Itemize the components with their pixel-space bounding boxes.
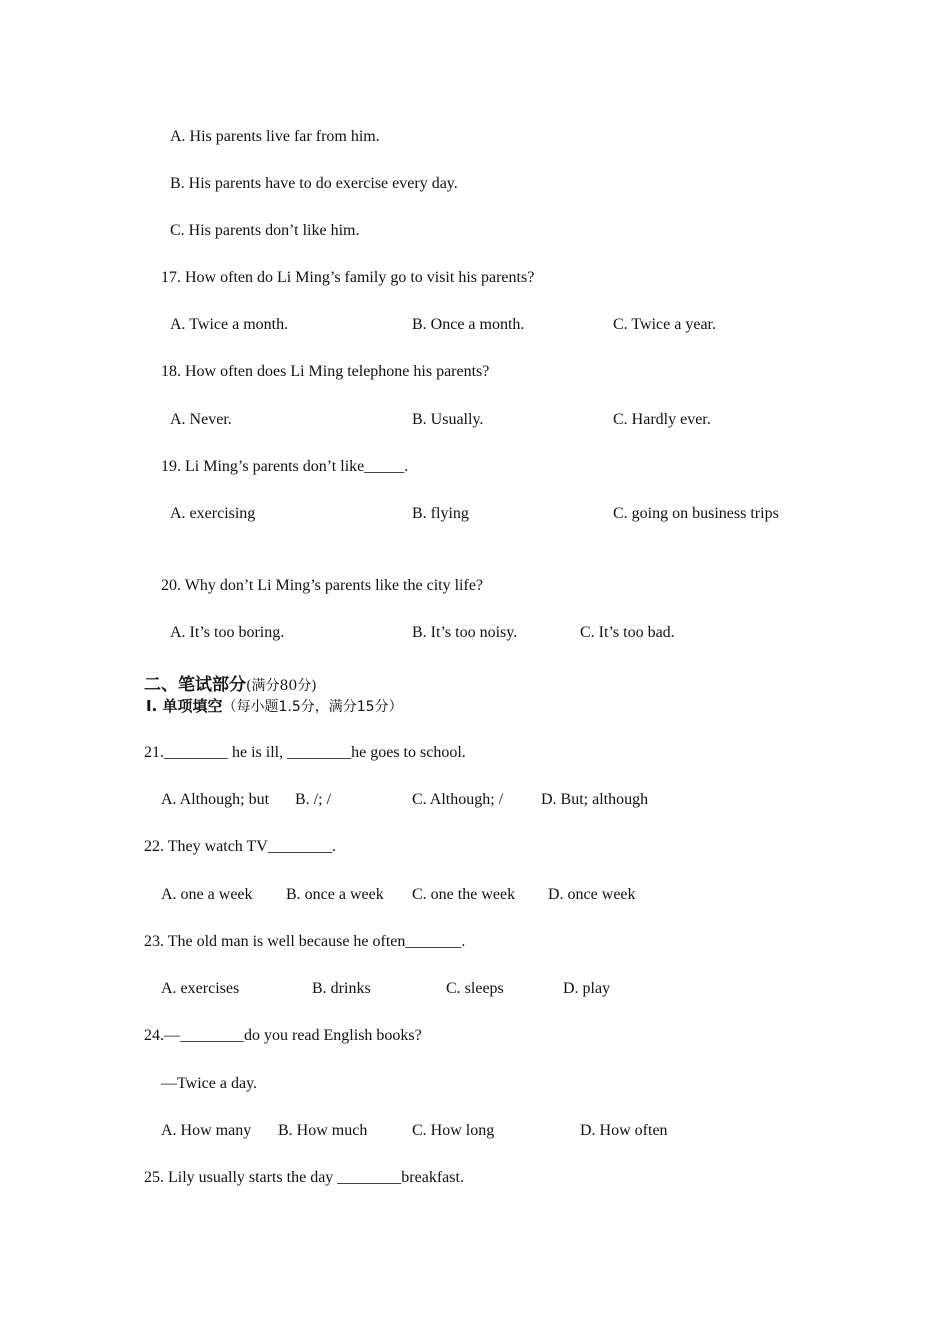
q22-option-d: D. once week: [548, 886, 636, 903]
q19-option-a: A. exercising: [170, 505, 256, 522]
q21-option-b: B. /; /: [295, 791, 332, 808]
q17-option-c: C. Twice a year.: [613, 316, 716, 333]
q19-option-b: B. flying: [412, 505, 469, 522]
part-score-note: （每小题1.5分，满分15分）: [222, 699, 403, 715]
q24-option-c: C. How long: [412, 1122, 495, 1139]
q23-stem: 23. The old man is well because he often_______.: [144, 933, 466, 950]
q16-option-a: A. His parents live far from him.: [170, 128, 380, 145]
part-heading: [146, 695, 403, 716]
q23-option-d: D. play: [563, 980, 611, 997]
q21-option-c: C. Although; /: [412, 791, 504, 808]
q21-option-a: A. Although; but: [161, 791, 270, 808]
q24-option-a: A. How many: [161, 1122, 252, 1139]
q25-stem: 25. Lily usually starts the day ________breakfast.: [144, 1169, 464, 1186]
q17-stem: 17. How often do Li Ming’s family go to visit his parents?: [161, 269, 535, 286]
q21-option-d: D. But; although: [541, 791, 649, 808]
q18-option-c: C. Hardly ever.: [613, 411, 711, 428]
q24-stem: 24.—________do you read English books?: [144, 1027, 422, 1044]
q24-option-d: D. How often: [580, 1122, 668, 1139]
q18-option-a: A. Never.: [170, 411, 232, 428]
q19-stem: 19. Li Ming’s parents don’t like_____.: [161, 458, 409, 475]
q24-option-b: B. How much: [278, 1122, 368, 1139]
q21-stem: 21.________ he is ill, ________he goes to school.: [144, 744, 466, 761]
q17-option-a: A. Twice a month.: [170, 316, 289, 333]
q18-stem: 18. How often does Li Ming telephone his parents?: [161, 363, 490, 380]
q17-option-b: B. Once a month.: [412, 316, 525, 333]
part-title: Ⅰ. 单项填空: [146, 697, 223, 715]
q23-option-a: A. exercises: [161, 980, 240, 997]
section-title: 二、笔试部分: [144, 675, 246, 695]
q22-option-b: B. once a week: [286, 886, 384, 903]
section-heading: [144, 670, 317, 695]
q23-option-c: C. sleeps: [446, 980, 504, 997]
q24-answer-line: —Twice a day.: [161, 1075, 258, 1092]
section-score-note: (满分80分): [246, 678, 317, 694]
q16-option-b: B. His parents have to do exercise every day.: [170, 175, 458, 192]
q20-option-c: C. It’s too bad.: [580, 624, 675, 641]
q20-option-a: A. It’s too boring.: [170, 624, 285, 641]
q22-option-c: C. one the week: [412, 886, 516, 903]
q22-option-a: A. one a week: [161, 886, 253, 903]
q20-option-b: B. It’s too noisy.: [412, 624, 518, 641]
q16-option-c: C. His parents don’t like him.: [170, 222, 360, 239]
q23-option-b: B. drinks: [312, 980, 371, 997]
q18-option-b: B. Usually.: [412, 411, 484, 428]
q20-stem: 20. Why don’t Li Ming’s parents like the city life?: [161, 577, 484, 594]
q22-stem: 22. They watch TV________.: [144, 838, 336, 855]
q19-option-c: C. going on business trips: [613, 505, 779, 522]
